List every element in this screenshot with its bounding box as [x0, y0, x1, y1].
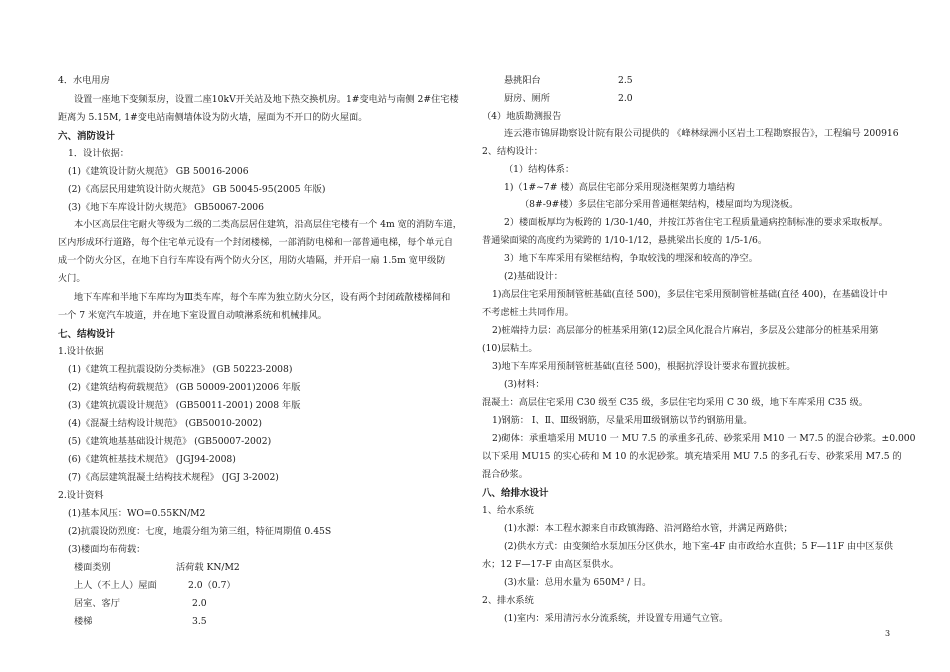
text-line: (3)《建筑抗震设计规范》 (GB50011-2001) 2008 年版	[68, 400, 301, 411]
text-line: 本小区高层住宅耐火等级为二级的二类高层居住建筑，沿高层住宅楼有一个 4m 宽的消防车道，	[74, 219, 462, 230]
text-line: 区内形成环行道路，每个住宅单元设有一个封闭楼梯，一部消防电梯和一部普通电梯，每个单元自	[58, 237, 454, 248]
load-table-label: 楼面类别	[74, 562, 111, 573]
text-line: （8#-9#楼）多层住宅部分采用普通框架结构，楼屋面均为现浇板。	[520, 199, 799, 210]
page-number: 3	[885, 629, 891, 638]
text-line: 一个 7 米宽汽车坡道，并在地下室设置自动喷淋系统和机械排风。	[58, 310, 327, 321]
text-line: 混合砂浆。	[482, 469, 528, 480]
text-line: (2)基础设计：	[504, 271, 563, 282]
load-table-value: 2.0	[192, 598, 207, 609]
text-line: (5)《建筑地基基础设计规范》 (GB50007-2002)	[68, 436, 272, 447]
load-table-value: 活荷载 KN/M2	[176, 562, 240, 573]
text-line: （1）结构体系：	[504, 164, 575, 175]
text-line: 2、结构设计：	[482, 146, 543, 157]
text-line: 连云港市锦屏勘察设计院有限公司提供的 《峰林绿洲小区岩土工程勘察报告》，工程编号 200916	[504, 128, 899, 139]
text-line: (2)《高层民用建筑设计防火规范》 GB 50045-95(2005 年版)	[68, 184, 326, 195]
text-line: (3)《地下车库设计防火规范》 GB50067-2006	[68, 202, 264, 213]
load-table-label: 上人（不上人）屋面	[74, 580, 157, 591]
text-line: (2)抗震设防烈度：七度，地震分组为第三组，特征周期值 0.45S	[68, 526, 332, 537]
text-line: 普通梁面梁的高度约为梁跨的 1/10-1/12，悬挑梁出长度的 1/5-1/6。	[482, 235, 768, 246]
text-line: (2)供水方式：由变频给水泵加压分区供水，地下室-4F 由市政给水直供；5 F—11F 由中区泵供	[504, 541, 893, 552]
text-line: (1)室内：采用清污水分流系统，并设置专用通气立管。	[504, 613, 729, 624]
text-line: 火门。	[58, 273, 86, 284]
text-line: 2)砌体：承重墙采用 MU10 一 MU 7.5 的承重多孔砖、砂浆采用 M10 一 M7.5 的混合砂浆。±0.000	[492, 433, 916, 444]
text-line: (3)水量：总用水量为 650M³ / 日。	[504, 577, 652, 588]
text-line: (10)层粘土。	[482, 343, 538, 354]
text-line: 不考虑桩土共同作用。	[482, 307, 574, 318]
load-table-value: 3.5	[192, 616, 207, 627]
text-line: 2.设计资料	[58, 490, 104, 501]
load-table-label: 居室、客厅	[74, 598, 120, 609]
load-table-label: 厨房、厕所	[504, 93, 550, 104]
text-line: (3)楼面均布荷载：	[68, 544, 146, 555]
text-line: (1)《建筑设计防火规范》 GB 50016-2006	[68, 166, 249, 177]
text-line: 以下采用 MU15 的实心砖和 M 10 的水泥砂浆。填充墙采用 MU 7.5 的多孔石专、砂浆采用 M7.5 的	[482, 451, 902, 462]
load-table-value: 2.5	[618, 75, 633, 86]
text-line: 2）楼面板厚均为板跨的 1/30-1/40，并按江苏省住宅工程质量通病控制标准的要求采取板厚。	[504, 217, 888, 228]
text-line: 1)（1#~7# 楼）高层住宅部分采用现浇框架剪力墙结构	[504, 182, 735, 193]
text-line: 成一个防火分区，在地下自行车库设有两个防火分区，用防火墙隔，并开启一扇 1.5m 宽甲级防	[58, 255, 446, 266]
text-line: 3）地下车库采用有梁框结构，争取较浅的埋深和较高的净空。	[504, 253, 758, 264]
text-line: (4)《混凝土结构设计规范》 (GB50010-2002)	[68, 418, 262, 429]
load-table-label: 楼梯	[74, 616, 93, 627]
text-line: 1)高层住宅采用预制管桩基础(直径 500)，多层住宅采用预制管桩基础(直径 400)，在基础设计中	[492, 289, 888, 300]
text-line: (2)《建筑结构荷载规范》 (GB 50009-2001)2006 年版	[68, 382, 301, 393]
text-line: (1)基本风压：WO=0.55KN/M2	[68, 508, 206, 519]
section-heading: 八、给排水设计	[482, 488, 549, 499]
text-line: 水；12 F—17-F 由高区泵供水。	[482, 559, 619, 570]
text-line: (7)《高层建筑混凝土结构技术规程》 (JGJ 3-2002)	[68, 472, 279, 483]
text-line: (6)《建筑桩基技术规范》 (JGJ94-2008)	[68, 454, 236, 465]
text-line: (3)材料：	[504, 379, 545, 390]
text-line: 1、给水系统	[482, 505, 534, 516]
text-line: 1.设计依据	[58, 346, 104, 357]
text-line: 混凝土：高层住宅采用 C30 级至 C35 级，多层住宅均采用 C 30 级，地下车库采用 C35 级。	[482, 397, 868, 408]
text-line: (1)《建筑工程抗震设防分类标准》 (GB 50223-2008)	[68, 364, 293, 375]
text-line: 4．水电用房	[58, 75, 110, 86]
section-heading: 七、结构设计	[58, 329, 116, 340]
text-line: 1．设计依据：	[68, 148, 129, 159]
text-line: 设置一座地下变频泵房，设置二座10kV开关站及地下热交换机房。1#变电站与南侧 2#住宅楼	[74, 94, 459, 105]
load-table-label: 悬挑阳台	[504, 75, 541, 86]
text-line: 1)钢筋： Ⅰ、Ⅱ、Ⅲ级钢筋，尽量采用Ⅲ级钢筋以节约钢筋用量。	[492, 415, 753, 426]
text-line: (1)水源：本工程水源来自市政镇海路、沿河路给水管，并满足两路供；	[504, 523, 793, 534]
text-line: （4）地质勘测报告	[482, 111, 562, 122]
load-table-value: 2.0（0.7）	[188, 580, 236, 591]
text-line: 距离为 5.15M, 1#变电站南侧墙体设为防火墙，屋面为不开口的防火屋面。	[58, 112, 368, 123]
section-heading: 六、消防设计	[58, 131, 116, 142]
text-line: 3)地下车库采用预制管桩基础(直径 500)，根据抗浮设计要求布置抗拔桩。	[492, 361, 796, 372]
text-line: 2)桩端持力层：高层部分的桩基采用第(12)层全风化混合片麻岩，多层及公建部分的桩基采用第	[492, 325, 879, 336]
text-line: 地下车库和半地下车库均为Ⅲ类车库，每个车库为独立防火分区，设有两个封闭疏散楼梯间和	[74, 292, 451, 303]
load-table-value: 2.0	[618, 93, 633, 104]
text-line: 2、排水系统	[482, 595, 534, 606]
